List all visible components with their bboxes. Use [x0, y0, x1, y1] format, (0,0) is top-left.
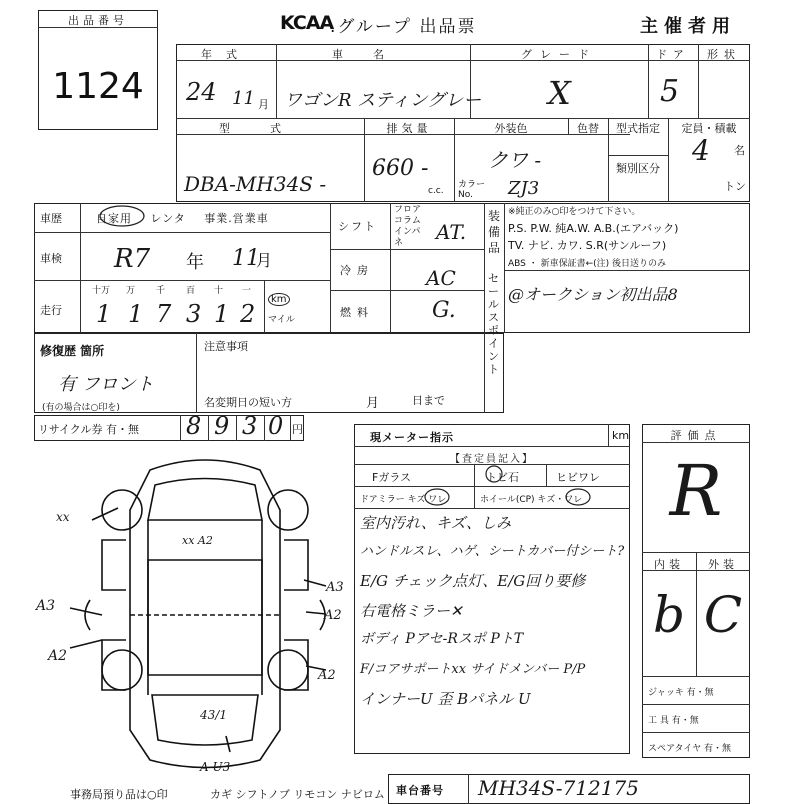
lot-number: 1124 — [52, 66, 144, 107]
grade-header: グレード — [521, 48, 597, 61]
chassis-label: 車台番号 — [396, 784, 444, 797]
inspection-year-unit: 年 — [186, 252, 204, 273]
tools-label: 工 具 有・無 — [648, 716, 699, 726]
inspection-note-4: ボディ Pアセ-Rスポ PトT — [360, 631, 524, 647]
diagram-mark-8: A U3 — [200, 760, 231, 774]
year-value: 24 — [186, 78, 217, 106]
digit-unit-3: 百 — [186, 286, 196, 296]
mileage-digit-1: 1 — [128, 300, 144, 328]
digit-unit-0: 十万 — [92, 286, 111, 296]
evaluation-score: R — [669, 450, 723, 532]
spare-label: スペアタイヤ 有・無 — [648, 744, 732, 754]
mileage-digit-3: 3 — [186, 300, 202, 328]
year-header: 年式 — [201, 48, 251, 61]
diagram-mark-5: A2 — [324, 608, 342, 623]
wheel-label: ホイール(CP) キズ・ワレ — [480, 495, 583, 505]
inspection-note-2: E/G チェック点灯、E/G回り要修 — [360, 572, 586, 590]
digit-unit-4: 十 — [214, 286, 224, 296]
repaint-header: 色替 — [577, 122, 599, 135]
brand-logo: KCAA — [280, 12, 334, 34]
inspection-note-0: 室内汚れ、キズ、しみ — [360, 514, 512, 532]
inspection-month: 11 — [232, 246, 260, 271]
recycle-unit: 円 — [292, 423, 303, 436]
inspection-note-5: F/コアサポートxx サイドメンバー P/P — [360, 662, 586, 677]
fuel-value: G. — [432, 298, 456, 323]
inspection-month-unit: 月 — [256, 251, 273, 270]
meter-label: 現メーター指示 — [370, 431, 454, 444]
digit-unit-1: 万 — [126, 286, 136, 296]
cc-unit: c.c. — [428, 186, 444, 196]
equipment-line-2: TV. ナビ. カワ. S.R(サンルーフ) — [508, 239, 667, 252]
model-value: DBA-MH34S - — [184, 172, 327, 196]
capacity-value: 4 — [692, 134, 710, 167]
reg-month: 月 — [366, 396, 380, 411]
equipment-line-3: ABS ・ 新車保証書←(注) 後日送りのみ — [508, 259, 667, 269]
meter-unit: km — [612, 429, 630, 442]
f-glass-label: Fガラス — [372, 471, 411, 484]
diagram-mark-0: xx — [56, 510, 70, 524]
shift-header: シフト — [338, 220, 377, 233]
recycle-label: リサイクル券 有・無 — [38, 423, 139, 436]
history-header: 車歴 — [40, 212, 62, 225]
organizer-label: 主催者用 — [640, 16, 736, 37]
recycle-digit-2: 3 — [242, 412, 258, 440]
equipment-side-label: 装備品 — [488, 209, 501, 255]
capacity-unit: 名 — [734, 144, 745, 157]
repair-value: 有 フロント — [58, 374, 154, 395]
doors-header: ドア — [656, 48, 690, 61]
month-unit: 月 — [258, 98, 269, 111]
mile-label: マイル — [268, 315, 295, 325]
equipment-note: ※純正のみ○印をつけて下さい。 — [508, 207, 641, 217]
repair-note: (有の場合は○印を) — [42, 403, 120, 413]
color-code-label: カラー No. — [458, 180, 486, 200]
exterior-label: 外装 — [708, 558, 738, 571]
name-header: 車名 — [332, 48, 414, 61]
ac-header: 冷房 — [340, 264, 374, 277]
diagram-mark-2: A3 — [36, 598, 56, 614]
mileage-digit-4: 1 — [214, 300, 230, 328]
mileage-digit-5: 2 — [240, 300, 256, 328]
interior-label: 内装 — [654, 558, 684, 571]
inspection-header: 車検 — [40, 252, 62, 265]
capacity-header: 定員・積載 — [681, 122, 737, 135]
grade-value: X — [548, 74, 571, 112]
diagram-mark-1: xx A2 — [182, 534, 213, 547]
evaluation-label: 評価点 — [670, 429, 722, 442]
recycle-digit-3: 0 — [268, 412, 284, 440]
diagram-mark-4: A2 — [48, 648, 68, 664]
tobi-ishi-label: トビ石 — [486, 471, 519, 484]
shape-header: 形状 — [707, 48, 741, 61]
tons-unit: トン — [724, 180, 746, 193]
digit-unit-2: 千 — [156, 286, 166, 296]
office-items: カギ シフトノブ リモコン ナビロム — [210, 788, 385, 801]
equipment-line-1: P.S. P.W. 純A.W. A.B.(エアバック) — [508, 222, 679, 235]
doors-value: 5 — [660, 74, 680, 109]
selling-point-label: セールスポイント — [488, 272, 499, 376]
diagram-mark-3: A3 — [326, 580, 344, 595]
car-damage-diagram — [30, 440, 350, 780]
inspector-label: 【査定員記入】 — [450, 454, 534, 465]
repair-header: 修復歴 箇所 — [40, 344, 105, 358]
digit-unit-5: 一 — [242, 286, 252, 296]
caution-header: 注意事項 — [204, 340, 248, 353]
exterior-score: C — [703, 586, 743, 644]
inspection-note-1: ハンドルスレ、ハゲ、シートカバー付シート? — [360, 544, 625, 559]
cc-header: 排気量 — [386, 122, 432, 135]
color-value: クワ - — [488, 148, 542, 172]
interior-score: b — [652, 586, 685, 644]
mileage-digit-0: 1 — [96, 300, 112, 328]
mileage-digit-2: 7 — [156, 300, 172, 328]
mileage-header: 走行 — [40, 304, 62, 317]
inspection-year: R7 — [114, 244, 151, 274]
model-spec-header: 型式指定 — [616, 122, 660, 135]
recycle-digit-1: 9 — [214, 412, 230, 440]
cc-value: 660 - — [372, 156, 429, 181]
door-mirror-label: ドアミラー キズ ワレ — [360, 495, 447, 505]
inspection-note-6: インナーU 歪 Bパネル U — [360, 690, 531, 708]
month-value: 11 — [232, 88, 255, 109]
history-options: 自家用 レンタ 事業.営業車 — [96, 212, 269, 225]
lot-label: 出品番号 — [68, 14, 128, 27]
diagram-mark-7: 43/1 — [200, 708, 227, 722]
reg-day-until: 日まで — [412, 394, 445, 407]
ac-value: AC — [426, 266, 456, 290]
shift-options: フロア コラム インパネ — [394, 205, 422, 248]
recycle-digit-0: 8 — [186, 412, 202, 440]
jack-label: ジャッキ 有・無 — [648, 688, 714, 698]
document-title: .グループ 出品票 — [330, 17, 477, 37]
class-label: 類別区分 — [616, 162, 660, 175]
hibi-ware-label: ヒビワレ — [556, 471, 600, 484]
car-name: ワゴンR スティングレー — [284, 90, 482, 111]
shift-value: AT. — [436, 220, 467, 244]
selling-point-value: @オークション初出品8 — [508, 285, 678, 304]
diagram-mark-6: A2 — [318, 668, 336, 683]
fuel-header: 燃料 — [340, 306, 374, 319]
color-code: ZJ3 — [508, 178, 540, 199]
registration-short: 名変期日の短い方 — [204, 396, 292, 409]
inspection-note-3: 右電格ミラー✕ — [360, 602, 463, 620]
model-header: 型式 — [219, 122, 321, 135]
km-label: km — [268, 293, 290, 306]
office-note: 事務局預り品は○印 — [70, 788, 168, 801]
exterior-header: 外装色 — [494, 122, 528, 135]
chassis-number: MH34S-712175 — [478, 776, 639, 800]
